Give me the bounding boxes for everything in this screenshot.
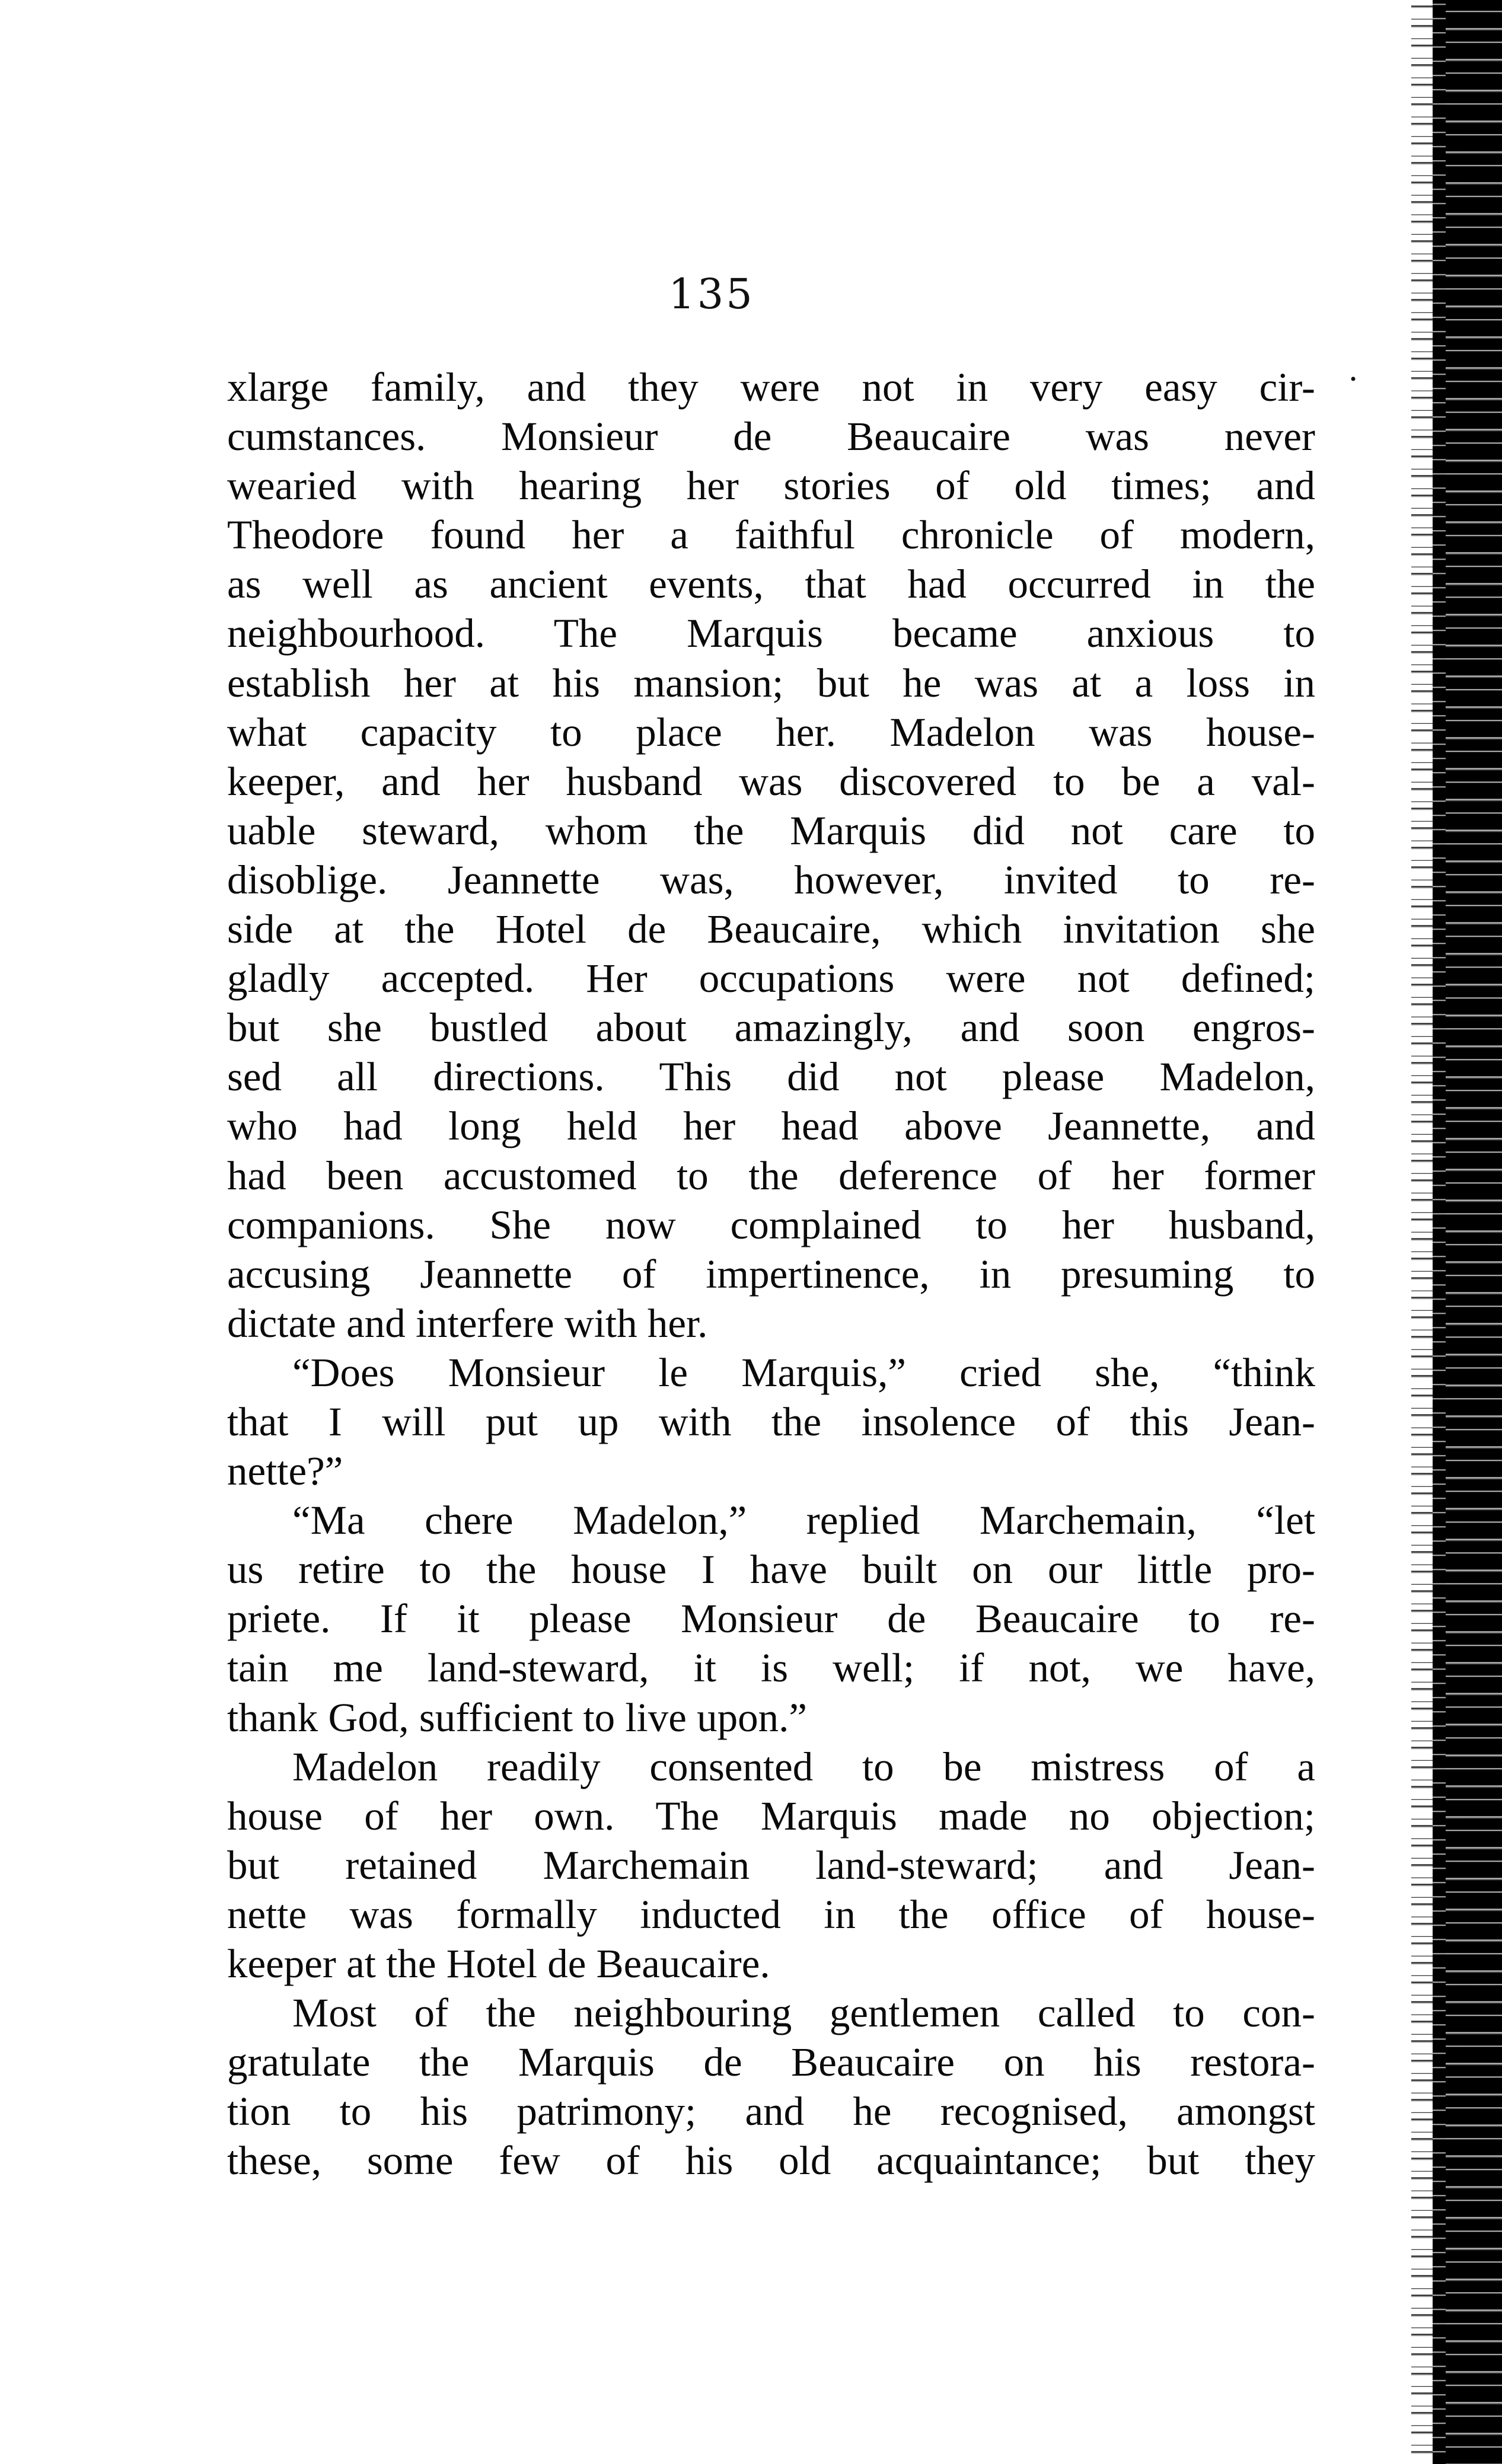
text-line: who had long held her head above Jeannette, and [227,1103,1315,1149]
text-line: “Ma chere Madelon,” replied Marchemain, “let [292,1498,1315,1543]
text-line: companions. She now complained to her husband, [227,1202,1315,1247]
text-line: uable steward, whom the Marquis did not care to [227,807,1315,853]
text-line: Most of the neighbouring gentlemen called to con- [292,1990,1315,2036]
page-edge-scan-artifact [1411,0,1502,2464]
text-line: Theodore found her a faithful chronicle of modern, [227,512,1315,558]
text-line: disoblige. Jeannette was, however, invited to re- [227,857,1315,902]
text-line: cumstances. Monsieur de Beaucaire was never [227,414,1315,459]
text-line: what capacity to place her. Madelon was house- [227,709,1315,755]
text-line: dictate and interfere with her. [227,1300,708,1346]
text-line: accusing Jeannette of impertinence, in presuming to [227,1251,1315,1297]
text-line: tain me land-steward, it is well; if not, we have, [227,1645,1315,1691]
text-line: wearied with hearing her stories of old times; and [227,463,1315,509]
text-line: side at the Hotel de Beaucaire, which invitation she [227,907,1315,952]
text-line: tion to his patrimony; and he recognised, amongst [227,2089,1315,2134]
text-line: but retained Marchemain land-steward; and Jean- [227,1842,1315,1888]
text-line: but she bustled about amazingly, and soon engros- [227,1005,1315,1051]
text-line: nette was formally inducted in the office of house- [227,1891,1315,1937]
text-line: priete. If it please Monsieur de Beaucaire to re- [227,1596,1315,1642]
text-line: us retire to the house I have built on our little pro- [227,1547,1315,1592]
text-line: sed all directions. This did not please Madelon, [227,1054,1315,1100]
text-line: “Does Monsieur le Marquis,” cried she, “think [292,1349,1315,1395]
text-line: these, some few of his old acquaintance; but they [227,2138,1315,2184]
text-line: nette?” [227,1448,343,1494]
text-line: as well as ancient events, that had occurred in the [227,561,1315,607]
text-line: keeper at the Hotel de Beaucaire. [227,1941,770,1986]
text-line: thank God, sufficient to live upon.” [227,1694,807,1740]
text-line: gladly accepted. Her occupations were not defined; [227,956,1315,1001]
text-line: that I will put up with the insolence of this Jean- [227,1399,1315,1444]
text-line: xlarge family, and they were not in very easy cir- [227,365,1315,410]
text-line: establish her at his mansion; but he was at a loss in [227,660,1315,706]
text-line: Madelon readily consented to be mistress of a [292,1744,1315,1789]
text-line: neighbourhood. The Marquis became anxious to [227,611,1315,656]
text-line: house of her own. The Marquis made no objection; [227,1793,1315,1839]
body-text [227,363,1315,2185]
text-line: gratulate the Marquis de Beaucaire on his restora- [227,2039,1315,2085]
page-number: 135 [668,270,755,318]
text-line: had been accustomed to the deference of her former [227,1153,1315,1198]
margin-mark: • [1349,371,1358,388]
text-line: keeper, and her husband was discovered to be a val- [227,758,1315,804]
